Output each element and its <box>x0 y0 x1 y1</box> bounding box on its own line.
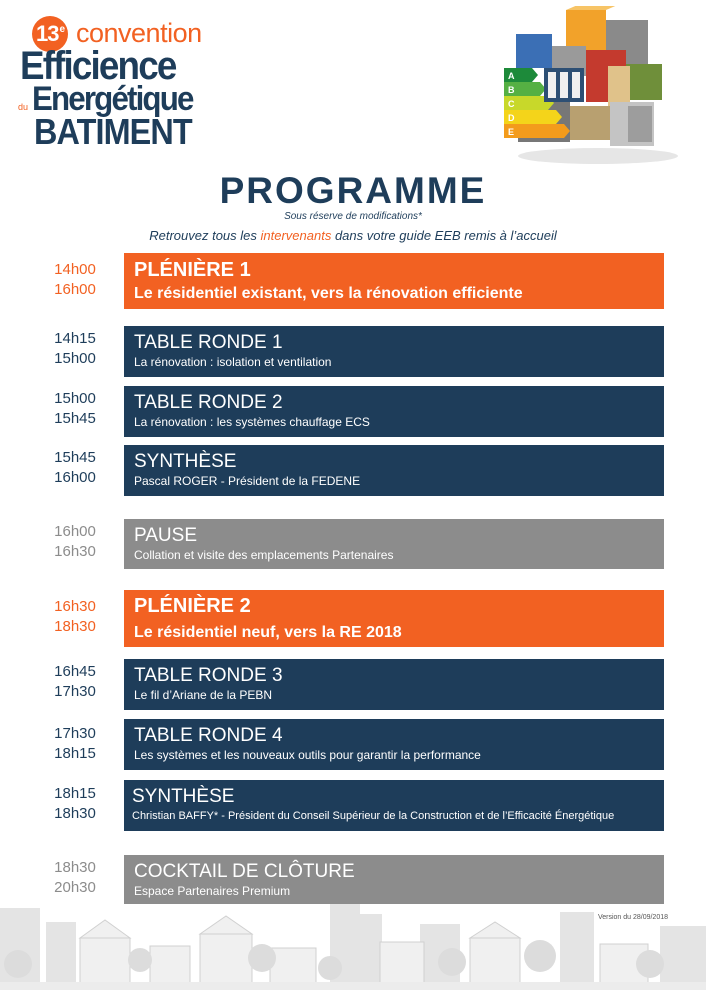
slot-title: TABLE RONDE 1 <box>134 332 283 353</box>
event-logo <box>18 10 258 150</box>
slot-title: TABLE RONDE 4 <box>134 725 283 746</box>
slot-start-time: 16h00 <box>54 523 96 540</box>
slot-subtitle: Espace Partenaires Premium <box>134 884 291 898</box>
slot-subtitle: Le résidentiel existant, vers la rénovation efficiente <box>134 285 523 302</box>
logo-line-batiment: BATIMENT <box>34 111 192 152</box>
slot-start-time: 14h15 <box>54 330 96 347</box>
logo-line-efficience: Efficience <box>20 44 176 88</box>
slot-times <box>30 260 120 300</box>
guide-text-highlight: intervenants <box>260 228 332 243</box>
slot-end-time: 18h30 <box>54 618 96 635</box>
slot-end-time: 15h00 <box>54 350 96 367</box>
slot-box <box>124 855 664 904</box>
slot-box <box>124 326 664 377</box>
slot-start-time: 16h30 <box>54 598 96 615</box>
slot-times <box>30 784 120 824</box>
slot-box <box>124 659 664 710</box>
page-subtitle: Sous réserve de modifications* <box>284 211 422 222</box>
slot-end-time: 18h15 <box>54 745 96 762</box>
slot-box <box>124 253 664 309</box>
slot-start-time: 14h00 <box>54 261 96 278</box>
slot-times <box>30 522 120 562</box>
slot-title: TABLE RONDE 3 <box>134 665 283 686</box>
slot-box <box>124 719 664 770</box>
slot-title: PAUSE <box>134 525 198 546</box>
slot-times <box>30 597 120 637</box>
slot-subtitle: Le résidentiel neuf, vers la RE 2018 <box>134 624 402 641</box>
slot-end-time: 16h00 <box>54 469 96 486</box>
slot-start-time: 16h45 <box>54 663 96 680</box>
guide-text-post: dans votre guide EEB remis à l’accueil <box>331 228 557 243</box>
energy-label-e: E <box>508 127 515 137</box>
slot-subtitle: Les systèmes et les nouveaux outils pour garantir la performance <box>134 748 481 762</box>
slot-start-time: 15h00 <box>54 390 96 407</box>
slot-box <box>124 590 664 647</box>
slot-end-time: 20h30 <box>54 879 96 896</box>
slot-times <box>30 662 120 702</box>
slot-subtitle: Pascal ROGER - Président de la FEDENE <box>134 474 361 488</box>
slot-times <box>30 858 120 898</box>
guide-text-pre: Retrouvez tous les <box>149 228 261 243</box>
page-title: PROGRAMME <box>219 170 487 211</box>
slot-times <box>30 389 120 429</box>
energy-label-a: A <box>508 71 515 81</box>
slot-start-time: 18h30 <box>54 859 96 876</box>
slot-times <box>30 448 120 488</box>
logo-line-energetique: Energétique <box>32 80 193 118</box>
slot-title: PLÉNIÈRE 2 <box>134 595 251 617</box>
slot-box <box>124 445 664 496</box>
slot-subtitle: Collation et visite des emplacements Partenaires <box>134 548 394 562</box>
slot-box <box>124 519 664 569</box>
slot-times <box>30 329 120 369</box>
logo-convention: convention <box>76 18 202 48</box>
slot-subtitle: Le fil d’Ariane de la PEBN <box>134 688 273 702</box>
slot-start-time: 17h30 <box>54 725 96 742</box>
energy-label-d: D <box>508 113 515 123</box>
slot-end-time: 16h30 <box>54 543 96 560</box>
slot-start-time: 18h15 <box>54 785 96 802</box>
energy-label-b: B <box>508 85 515 95</box>
energy-label-c: C <box>508 99 515 109</box>
slot-title: SYNTHÈSE <box>132 786 235 807</box>
slot-end-time: 17h30 <box>54 683 96 700</box>
slot-subtitle: La rénovation : les systèmes chauffage ECS <box>134 415 370 429</box>
edition-number: 13 <box>35 21 59 46</box>
slot-box <box>124 780 664 831</box>
slot-title: TABLE RONDE 2 <box>134 392 283 413</box>
slot-end-time: 16h00 <box>54 281 96 298</box>
slot-subtitle: La rénovation : isolation et ventilation <box>134 355 332 369</box>
slot-end-time: 18h30 <box>54 805 96 822</box>
guide-notice <box>0 228 706 243</box>
slot-subtitle: Christian BAFFY* - Président du Conseil Supérieur de la Construction et de l’Efficacité Énergétique <box>132 810 615 822</box>
city-skyline-illustration <box>0 898 706 990</box>
slot-title: PLÉNIÈRE 1 <box>134 259 251 281</box>
slot-box <box>124 386 664 437</box>
slot-times <box>30 724 120 764</box>
slot-start-time: 15h45 <box>54 449 96 466</box>
version-note: Version du 28/09/2018 <box>597 914 668 921</box>
slot-title: SYNTHÈSE <box>134 451 237 472</box>
slot-title: COCKTAIL DE CLÔTURE <box>134 861 355 882</box>
logo-du: du <box>18 102 29 112</box>
building-cube-illustration <box>488 6 688 166</box>
slot-end-time: 15h45 <box>54 410 96 427</box>
edition-suffix: e <box>59 23 65 35</box>
